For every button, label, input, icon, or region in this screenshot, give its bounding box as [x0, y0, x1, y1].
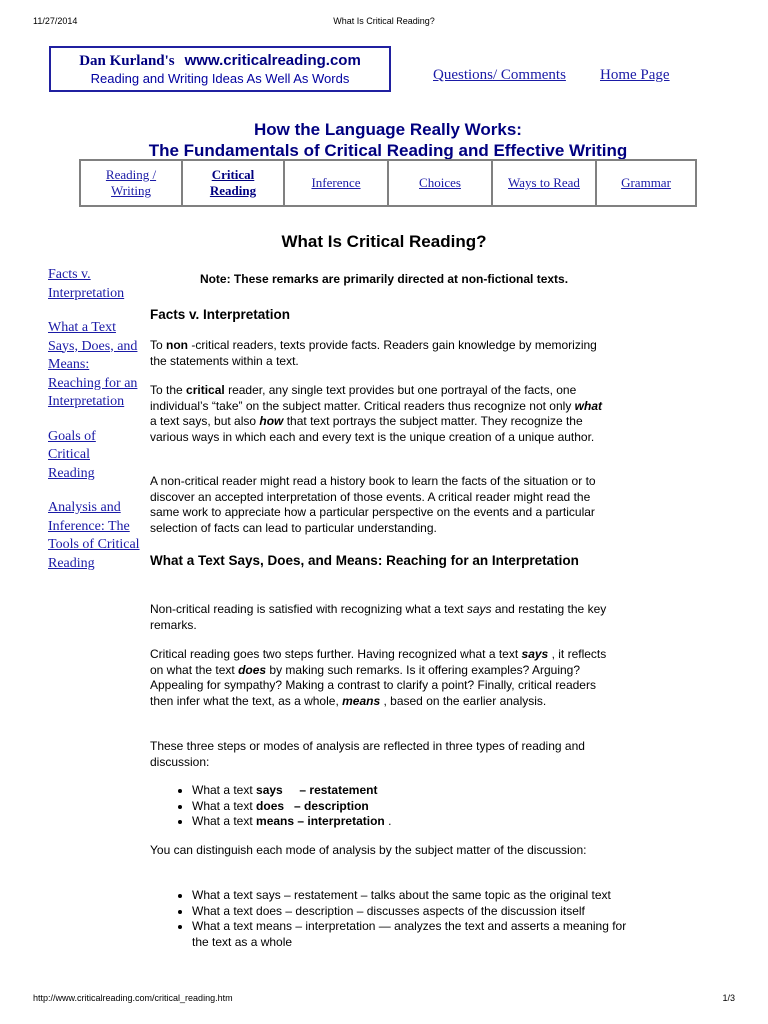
nav-grammar-link[interactable]: Grammar — [621, 175, 671, 190]
questions-link[interactable]: Questions/ Comments — [433, 67, 566, 83]
print-header — [33, 16, 735, 26]
nav-inference-link[interactable]: Inference — [311, 175, 361, 190]
brand-tagline: Reading and Writing Ideas As Well As Words — [90, 71, 350, 86]
home-page-link[interactable]: Home Page — [600, 67, 670, 83]
nav-cell-critical-reading — [182, 160, 284, 206]
heading-facts: Facts v. Interpretation — [150, 307, 291, 322]
list-item: • What a text says – restatement – talks about the same topic as the original text — [192, 888, 642, 904]
nav-reading-writing-link[interactable]: Reading / Writing — [105, 167, 157, 198]
nav-ways-to-read-link[interactable]: Ways to Read — [508, 175, 580, 190]
sidebar-link-facts[interactable]: Facts v. Interpretation — [48, 267, 125, 301]
note-text: Note: These remarks are primarily directed at non-fictional texts. — [199, 272, 569, 286]
brand-url: www.criticalreading.com — [184, 52, 361, 69]
paragraph-facts-2: To the critical reader, any single text provides but one portrayal of the facts, one individual’s “take” on the subject matter. Critical readers thus recognize not only what a text says, but also how that text portrays the subject matter. They recognize the various ways in which each and every text is the unique creation of a unique author. — [150, 383, 603, 444]
brand-box — [49, 46, 391, 92]
section-nav — [79, 159, 697, 207]
list-item: • What a text says – restatement — [192, 783, 642, 799]
brand-name: Dan Kurland's — [79, 53, 175, 69]
nav-critical-reading-link[interactable]: Critical Reading — [209, 167, 257, 198]
hero-title-line2: The Fundamentals of Critical Reading and Effective Writing — [148, 141, 628, 160]
paragraph-says-3: These three steps or modes of analysis are reflected in three types of reading and discussion: — [150, 739, 585, 769]
print-date: 11/27/2014 — [33, 16, 78, 26]
heading-says-does-means: What a Text Says, Does, and Means: Reaching for an Interpretation — [150, 553, 579, 568]
paragraph-says-4: You can distinguish each mode of analysis by the subject matter of the discussion: — [150, 843, 587, 857]
print-page-number: 1/3 — [722, 993, 735, 1003]
nav-cell-reading-writing — [80, 160, 182, 206]
subject-matter-list — [150, 888, 642, 950]
sidebar-link-says-does-means[interactable]: What a Text Says, Does, and Means: Reaching for an Interpretation — [48, 320, 138, 409]
print-title: What Is Critical Reading? — [333, 16, 435, 26]
nav-cell-grammar — [596, 160, 696, 206]
nav-cell-ways-to-read — [492, 160, 596, 206]
paragraph-facts-3: A non-critical reader might read a history book to learn the facts of the situation or to discover an accepted interpretation of those events. A critical reader might read the same work to appreciate how a particular perspective on the events and a particular selection of facts can lead to particular understanding. — [150, 474, 596, 535]
sidebar-link-analysis[interactable]: Analysis and Inference: The Tools of Critical Reading — [48, 500, 140, 571]
hero-title-line1: How the Language Really Works: — [254, 120, 522, 139]
paragraph-says-2: Critical reading goes two steps further. Having recognized what a text says , it reflects on what the text does by making such remarks. Is it offering examples? Arguing? Appealing for sympathy? Making a contrast to clarify a point? Finally, critical readers then infer what the text, as a whole, means , based on the earlier analysis. — [150, 647, 607, 708]
list-item: • What a text means – interpretation . — [192, 814, 642, 830]
print-url: http://www.criticalreading.com/critical_reading.htm — [33, 993, 233, 1003]
paragraph-facts-1: To non -critical readers, texts provide facts. Readers gain knowledge by memorizing the statements within a text. — [150, 338, 597, 368]
list-item: • What a text does – description – discusses aspects of the discussion itself — [192, 904, 642, 920]
list-item: • What a text does – description — [192, 799, 642, 815]
nav-cell-inference — [284, 160, 388, 206]
sidebar-link-goals[interactable]: Goals of Critical Reading — [48, 428, 96, 481]
nav-choices-link[interactable]: Choices — [419, 175, 461, 190]
print-footer — [33, 993, 735, 1003]
paragraph-says-1: Non-critical reading is satisfied with recognizing what a text says and restating the key remarks. — [150, 602, 607, 632]
sidebar — [48, 266, 140, 589]
page-title: What Is Critical Reading? — [281, 232, 487, 251]
modes-list — [150, 783, 642, 830]
nav-cell-choices — [388, 160, 492, 206]
list-item: • What a text means – interpretation — analyzes the text and asserts a meaning for the text as a whole — [192, 919, 642, 950]
